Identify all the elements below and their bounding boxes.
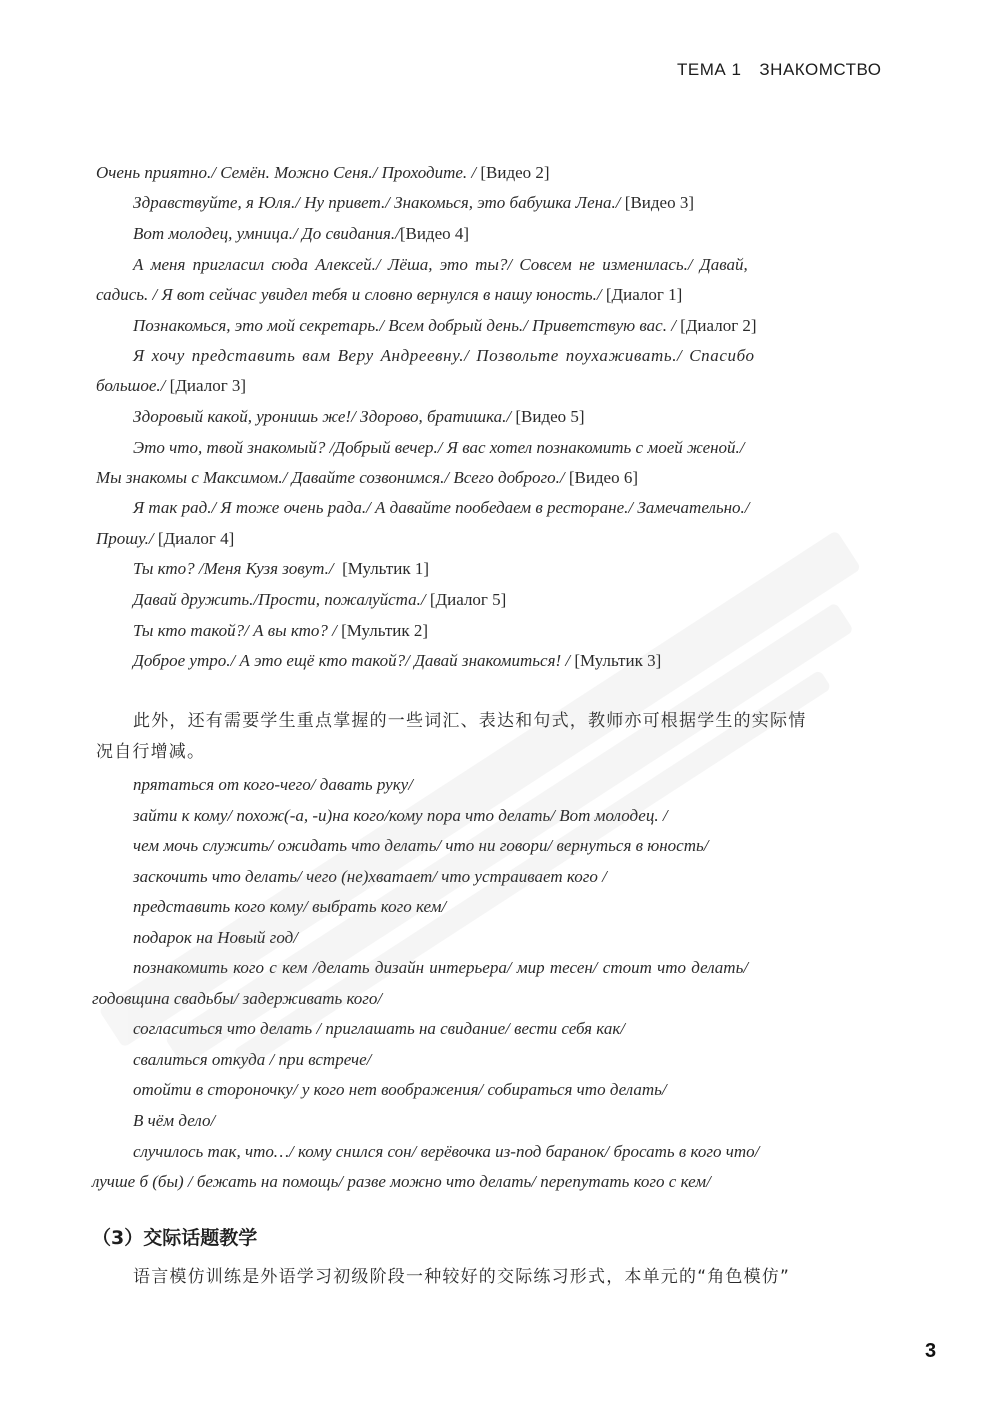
phrase-text: Я так рад./ Я тоже очень рада./ А давайте пообедаем в ресторане./ Замечательно./ — [133, 498, 750, 517]
phrase-line — [96, 375, 246, 397]
section-heading: （3）交际话题教学 — [92, 1227, 258, 1249]
source-tag: [Видео 6] — [568, 468, 639, 487]
phrase-text: Здоровый какой, уронишь же!/ Здорово, братишка./ — [133, 407, 512, 426]
phrase-line — [96, 528, 234, 550]
source-tag: [Мультик 1] — [342, 559, 429, 578]
expression-line: согласиться что делать / приглашать на свидание/ вести себя как/ — [133, 1019, 626, 1038]
phrase-line — [133, 345, 755, 367]
source-tag: [Диалог 1] — [605, 285, 683, 304]
source-tag: [Мультик 2] — [341, 621, 429, 640]
header-tema: ТЕМА 1 — [677, 60, 742, 79]
phrase-text: А меня пригласил сюда Алексей./ Лёша, это ты?/ Совсем не изменилась./ Давай, — [133, 255, 748, 274]
expression-line: В чём дело/ — [133, 1111, 216, 1130]
phrase-text: Ты кто? /Меня Кузя зовут./ — [133, 559, 334, 578]
phrase-line — [133, 497, 750, 519]
source-tag: [Видео 5] — [515, 407, 585, 426]
phrase-line — [133, 315, 757, 337]
expression-line: заскочить что делать/ чего (не)хватает/ что устраивает кого / — [133, 867, 607, 886]
phrase-text: Это что, твой знакомый? /Добрый вечер./ Я вас хотел познакомить с моей женой./ — [133, 438, 745, 457]
source-tag: [Диалог 2] — [680, 316, 757, 335]
phrase-text: Доброе утро./ А это ещё кто такой?/ Давай знакомиться! / — [133, 651, 571, 670]
phrase-line — [133, 406, 585, 428]
expression-line: отойти в стороночку/ у кого нет воображения/ собираться что делать/ — [133, 1080, 667, 1099]
phrase-text: Здравствуйте, я Юля./ Ну привет./ Знакомься, это бабушка Лена./ — [133, 193, 621, 212]
phrase-text: Я хочу представить вам Веру Андреевну./ Позвольте поухаживать./ Спасибо — [133, 346, 755, 365]
phrase-line — [133, 558, 429, 580]
phrase-line — [133, 192, 694, 214]
expression-line: прятаться от кого-чего/ давать руку/ — [133, 775, 413, 794]
expression-line: случилось так, что…/ кому снился сон/ верёвочка из-под баранок/ бросать в кого что/ — [133, 1142, 760, 1161]
expression-line: годовщина свадьбы/ задерживать кого/ — [92, 989, 383, 1008]
phrase-line — [96, 467, 638, 489]
phrase-text: Прошу./ — [96, 529, 154, 548]
phrase-text: Ты кто такой?/ А вы кто? / — [133, 621, 337, 640]
phrase-text: Познакомься, это мой секретарь./ Всем добрый день./ Приветствую вас. / — [133, 316, 676, 335]
phrase-line — [133, 650, 661, 672]
source-tag: [Диалог 5] — [429, 590, 507, 609]
phrase-text: садись. / Я вот сейчас увидел тебя и словно вернулся в нашу юность./ — [96, 285, 602, 304]
header-title: ЗНАКОМСТВО — [759, 60, 882, 79]
expression-line: познакомить кого с кем /делать дизайн интерьера/ мир тесен/ стоит что делать/ — [133, 958, 749, 977]
phrase-line — [133, 589, 506, 611]
expression-line: подарок на Новый год/ — [133, 928, 298, 947]
phrase-text: Вот молодец, умница./ До свидания./ — [133, 224, 400, 243]
phrase-line — [133, 620, 428, 642]
running-header — [677, 60, 881, 80]
phrase-line — [133, 223, 469, 245]
expression-line: зайти к кому/ похож(-а, -и)на кого/кому пора что делать/ Вот молодец. / — [133, 806, 668, 825]
phrase-line — [133, 437, 745, 459]
source-tag: [Мультик 3] — [574, 651, 662, 670]
phrase-line — [96, 284, 682, 306]
intro-line: 况自行增减。 — [96, 742, 206, 762]
source-tag: [Видео 4] — [399, 224, 470, 243]
phrase-text: Давай дружить./Прости, пожалуйста./ — [133, 590, 426, 609]
source-tag: [Диалог 4] — [157, 529, 235, 548]
phrase-line — [96, 162, 550, 184]
intro-line: 此外，还有需要学生重点掌握的一些词汇、表达和句式，教师亦可根据学生的实际情 — [133, 711, 807, 731]
phrase-text: Очень приятно./ Семён. Можно Сеня./ Проходите. / — [96, 163, 477, 182]
phrase-text: большое./ — [96, 376, 166, 395]
phrase-line — [133, 254, 748, 276]
expression-line: лучше б (бы) / бежать на помощь/ разве можно что делать/ перепутать кого с кем/ — [92, 1172, 711, 1191]
expression-line: свалиться откуда / при встрече/ — [133, 1050, 372, 1069]
phrase-text: Мы знакомы с Максимом./ Давайте созвонимся./ Всего доброго./ — [96, 468, 565, 487]
section-paragraph: 语言模仿训练是外语学习初级阶段一种较好的交际练习形式，本单元的“角色模仿” — [133, 1267, 791, 1287]
source-tag: [Видео 2] — [480, 163, 550, 182]
source-tag: [Видео 3] — [624, 193, 694, 212]
expression-line: представить кого кому/ выбрать кого кем/ — [133, 897, 447, 916]
page-number: 3 — [925, 1340, 937, 1362]
source-tag: [Диалог 3] — [169, 376, 247, 395]
expression-line: чем мочь служить/ ожидать что делать/ что ни говори/ вернуться в юность/ — [133, 836, 709, 855]
